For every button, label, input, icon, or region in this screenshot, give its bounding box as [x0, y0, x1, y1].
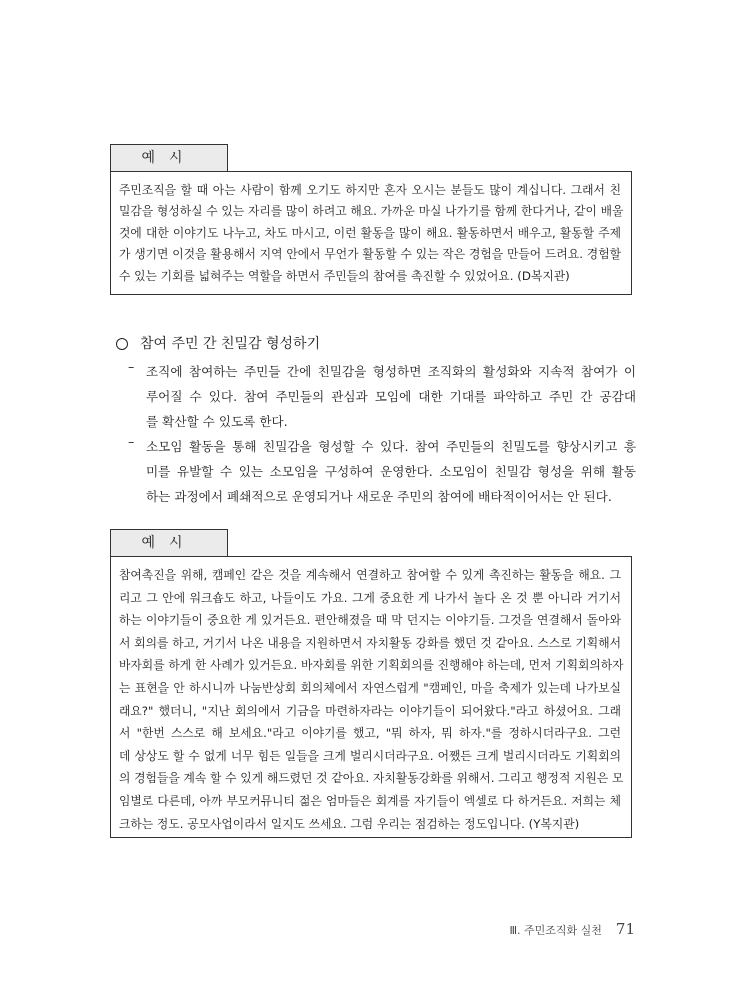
section-heading-text: 참여 주민 간 친밀감 형성하기: [140, 336, 321, 352]
bullet-line: 하는 과정에서 폐쇄적으로 운영되거나 새로운 주민의 참여에 배타적이어서는 안 된다.: [146, 489, 612, 504]
example-2-line: 바자회를 하게 한 사례가 있거든요. 바자회를 위한 기획회의를 진행해야 하는데, 먼저 기획회의하자: [119, 658, 624, 673]
example-tag-2: 예시: [110, 529, 228, 557]
example-1-line: 주민조직을 할 때 아는 사람이 함께 오기도 하지만 혼자 오시는 분들도 많이 계십니다. 그래서 친: [119, 183, 621, 197]
example-2-line: 하는 이야기들이 중요한 게 있거든요. 편안해졌을 때 막 던지는 이야기들. 그것을 연결해서 돌아와: [119, 613, 621, 628]
example-1-line: 수 있는 기회를 넓혀주는 역할을 하면서 주민들의 참여를 촉진할 수 있었어요. (D복지관): [119, 268, 570, 283]
bullet-line: 미를 유발할 수 있는 소모임을 구성하여 운영한다. 소모임이 친밀감 형성을 위해 활동: [146, 464, 636, 479]
example-1-line: 밀감을 형성하실 수 있는 자리를 많이 하려고 해요. 가까운 마실 나가기를 함께 한다거나, 같이 배울: [119, 204, 624, 219]
circle-bullet-icon: [116, 338, 128, 350]
bullet-line: 루어질 수 있다. 참여 주민들의 관심과 모임에 대한 기대를 파악하고 주민 간 공감대: [146, 389, 636, 404]
example-2-line: 래요?" 했더니, "지난 회의에서 기금을 마련하자라는 이야기들이 되어왔다."라고 하셨어요. 그래: [119, 703, 621, 718]
bullet-item: [116, 359, 636, 434]
section-body: [116, 332, 636, 509]
example-2-line: 서 회의를 하고, 거기서 나온 내용을 지원하면서 자치활동 강화를 했던 것 같아요. 스스로 기획해서: [119, 635, 621, 650]
example-box-2: [110, 556, 632, 838]
chapter-title: Ⅲ. 주민조직화 실천: [509, 924, 602, 937]
page-footer: [509, 920, 635, 938]
example-2-line: 임별로 다른데, 아까 부모커뮤니티 젊은 엄마들은 회계를 자기들이 엑셀로 다 하거든요. 저희는 체: [119, 793, 621, 808]
bullet-line: 조직에 참여하는 주민들 간에 친밀감을 형성하면 조직화의 활성화와 지속적 참여가 이: [146, 364, 636, 379]
example-2-line: 는 표현을 안 하시니까 나눔반상회 회의체에서 자연스럽게 "캠페인, 마을 축제가 있는데 나가보실: [119, 680, 621, 695]
example-tag-1: 예시: [110, 144, 228, 172]
example-2-line: 크하는 정도. 공모사업이라서 일지도 쓰세요. 그럼 우리는 점검하는 정도입니다. (Y복지관): [119, 816, 580, 831]
example-2-line: 데 상상도 할 수 없게 너무 힘든 일들을 크게 벌리시더라구요. 어쨌든 크게 벌리시더라도 기획회의: [119, 748, 621, 763]
dash-icon: –: [128, 434, 135, 449]
bullet-line: 를 확산할 수 있도록 한다.: [146, 414, 288, 429]
dash-icon: –: [128, 359, 135, 374]
example-2-line: 참여촉진을 위해, 캠페인 같은 것을 계속해서 연결하고 참여할 수 있게 촉진하는 활동을 해요. 그: [119, 568, 621, 582]
page-number: 71: [615, 920, 635, 938]
bullet-item: [116, 434, 636, 509]
example-1-line: 것에 대한 이야기도 나누고, 차도 마시고, 이런 활동을 많이 해요. 활동하면서 배우고, 활동할 주제: [119, 225, 621, 240]
example-2-line: 리고 그 안에 워크숍도 하고, 나들이도 가요. 그게 중요한 게 나가서 놀다 온 것 뿐 아니라 거기서: [119, 590, 621, 605]
example-1-line: 가 생기면 이것을 활용해서 지역 안에서 무언가 활동할 수 있는 작은 경험을 만들어 드려요. 경험할: [119, 247, 621, 262]
example-2-line: 의 경험들을 계속 할 수 있게 해드렸던 것 같아요. 자치활동강화를 위해서. 그리고 행정적 지원은 모: [119, 771, 624, 786]
example-box-1: [110, 171, 632, 295]
example-2-line: 서 "한번 스스로 해 보세요."라고 이야기를 했고, "뭐 하자, 뭐 하자."를 정하시더라구요. 그런: [119, 726, 621, 741]
section-heading: [116, 332, 636, 356]
bullet-line: 소모임 활동을 통해 친밀감을 형성할 수 있다. 참여 주민들의 친밀도를 향상시키고 흥: [146, 439, 636, 454]
